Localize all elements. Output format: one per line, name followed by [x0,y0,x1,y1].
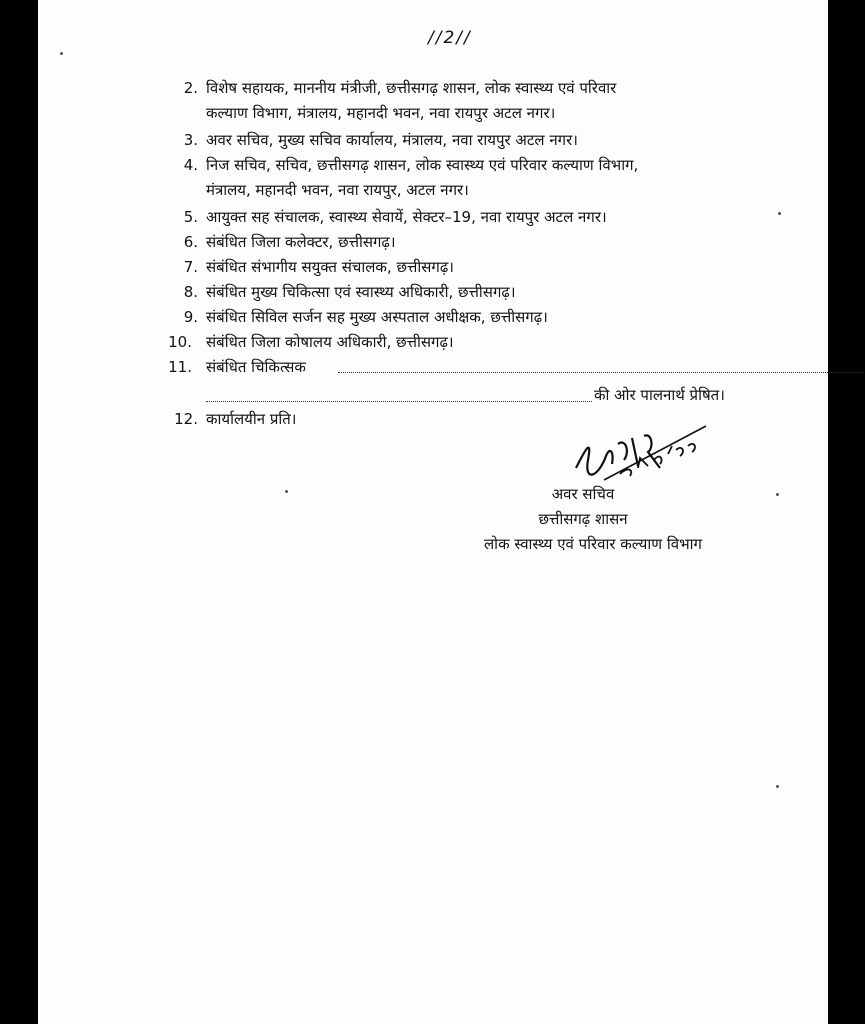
dotted-line [338,372,865,373]
scan-speck [778,212,781,215]
signatory-government: छत्तीसगढ़ शासन [538,510,628,528]
handwritten-signature [568,408,718,488]
item-number: 11. [168,358,192,376]
scan-speck [776,785,779,788]
item-text: विशेष सहायक, माननीय मंत्रीजी, छत्तीसगढ़ शासन, लोक स्वास्थ्य एवं परिवार [206,79,617,97]
signatory-block [458,484,788,554]
item-text: निज सचिव, सचिव, छत्तीसगढ़ शासन, लोक स्वास्थ्य एवं परिवार कल्याण विभाग, [206,156,639,174]
item-number: 10. [168,333,192,351]
item-text: संबंधित संभागीय सयुक्त संचालक, छत्तीसगढ़। [206,258,454,276]
scan-speck [285,490,288,493]
item-text: अवर सचिव, मुख्य सचिव कार्यालय, मंत्रालय, नवा रायपुर अटल नगर। [206,131,578,149]
item-text: मंत्रालय, महानदी भवन, नवा रायपुर, अटल नगर। [206,181,469,199]
item-number: 6. [183,233,198,251]
item-text: कल्याण विभाग, मंत्रालय, महानदी भवन, नवा रायपुर अटल नगर। [206,104,556,122]
dotted-line [206,401,592,402]
item-number: 7. [183,258,198,276]
item-number: 12. [174,410,198,428]
item-number: 4. [183,156,198,174]
item-11-tail-text: की ओर पालनार्थ प्रेषित। [594,386,725,404]
signatory-department: लोक स्वास्थ्य एवं परिवार कल्याण विभाग [484,535,702,553]
item-number: 9. [183,308,198,326]
document-page [38,0,828,1024]
item-number: 5. [183,208,198,226]
page-number: //2// [428,28,472,48]
scan-speck [60,52,63,55]
item-text: आयुक्त सह संचालक, स्वास्थ्य सेवायें, सेक्टर–19, नवा रायपुर अटल नगर। [206,208,607,226]
item-text: संबंधित जिला कोषालय अधिकारी, छत्तीसगढ़। [206,333,454,351]
scan-speck [776,493,779,496]
item-text: संबंधित चिकित्सक [206,358,306,376]
item-text: संबंधित जिला कलेक्टर, छत्तीसगढ़। [206,233,396,251]
signatory-designation: अवर सचिव [551,485,615,503]
item-number: 2. [183,79,198,97]
item-number: 3. [183,131,198,149]
item-number: 8. [183,283,198,301]
item-text: संबंधित मुख्य चिकित्सा एवं स्वास्थ्य अधिकारी, छत्तीसगढ़। [206,283,516,301]
item-text: संबंधित सिविल सर्जन सह मुख्य अस्पताल अधीक्षक, छत्तीसगढ़। [206,308,548,326]
item-text: कार्यालयीन प्रति। [206,410,297,428]
